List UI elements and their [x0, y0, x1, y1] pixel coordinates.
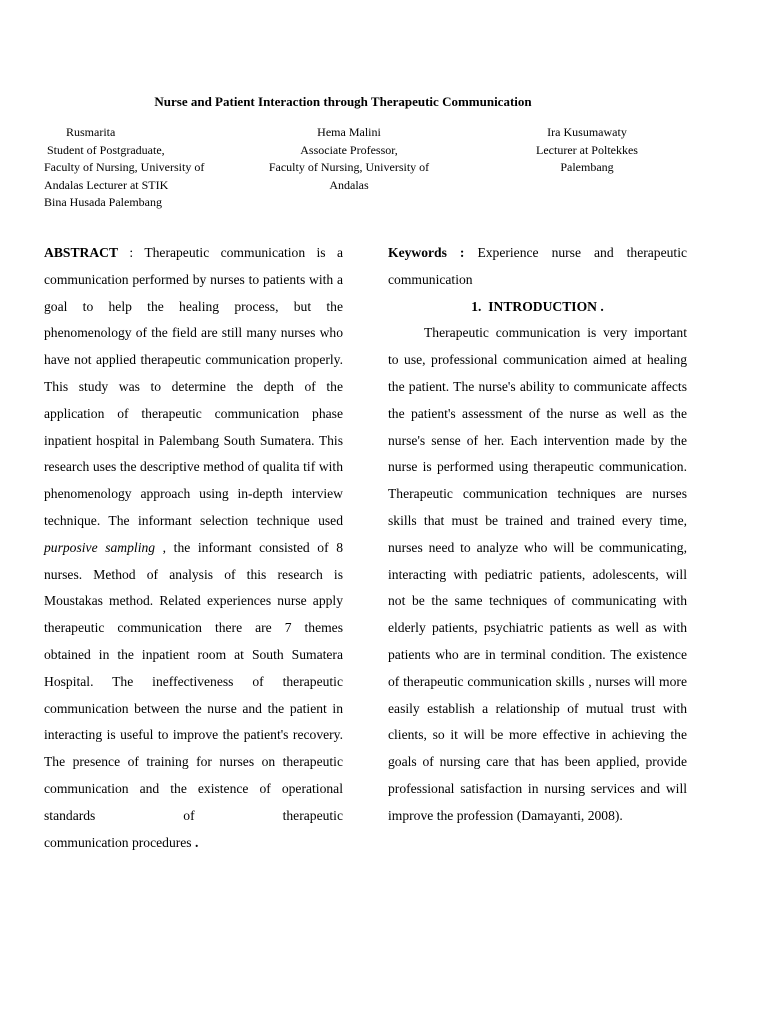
- author-affiliation-line: Student of Postgraduate,: [47, 142, 165, 157]
- author-affiliation-line: Bina Husada Palembang: [44, 195, 162, 209]
- abstract-text: communication procedures: [44, 834, 192, 850]
- abstract-body: ABSTRACT : Therapeutic communication is a communication performed by nurses to patients with a goal to help the healing process, but the phenomenology of the field are still many nurses who have not applied therapeutic communication properly. This study was to determine the depth of the application of therapeutic communication phase inpatient hospital in Palembang South Sumatera. This research uses the descriptive method of qualita tif with phenomenology approach using in-depth interview technique. The informant selection technique used purposive sampling , the informant consisted of 8 nurses. Method of analysis of this research is Moustakas method. Related experiences nurse apply therapeutic communication there are 7 themes obtained in the inpatient room at South Sumatera Hospital. The ineffectiveness of therapeutic communication between the nurse and the patient in interacting is useful to improve the patient's recovery. The presence of training for nurses on therapeutic communication and the existence of operational standards of therapeutic: [44, 245, 343, 823]
- abstract-label: ABSTRACT: [44, 245, 119, 260]
- author-affiliation-line: Associate Professor,: [300, 142, 398, 157]
- introduction-heading: 1. INTRODUCTION .: [471, 298, 604, 314]
- keywords-label: Keywords :: [388, 245, 465, 260]
- author-name: Ira Kusumawaty: [547, 125, 627, 139]
- abstract-last-line: [44, 830, 343, 857]
- keywords: [388, 240, 687, 294]
- author-affiliation-line: Andalas: [329, 177, 369, 192]
- author-affiliation-line: Lecturer at Poltekkes: [536, 142, 638, 157]
- author-name: Hema Malini: [317, 125, 381, 139]
- author-affiliation-line: Faculty of Nursing, University of: [44, 160, 205, 174]
- author-affiliation-line: Andalas Lecturer at STIK: [44, 177, 169, 192]
- introduction-body: Therapeutic communication is very important to use, professional communication aimed at healing the patient. The nurse's ability to communicate affects the patient's assessment of the nurse as well as the nurse's sense of her. Each intervention made by the nurse is performed using therapeutic communication. Therapeutic communication techniques are nurses skills that must be trained and trained every time, nurses need to analyze who will be communicating, interacting with pediatric patients, adolescents, will not be the same techniques of communicating with elderly patients, psychiatric patients as well as with patients who are in terminal condition. The existence of therapeutic communication skills , nurses will more easily establish a relationship of mutual trust with clients, so it will be more effective in achieving the goals of nursing care that has been applied, provide professional satisfaction in nursing services and will improve the profession (Damayanti, 2008).: [388, 325, 687, 823]
- author-2: [265, 124, 433, 194]
- author-1: [44, 124, 204, 212]
- abstract-end-mark: .: [195, 834, 199, 850]
- abstract-italic-term: purposive sampling: [44, 539, 156, 555]
- author-affiliation-line: Palembang: [560, 160, 614, 174]
- author-affiliation-line: Faculty of Nursing, University of: [268, 160, 430, 174]
- right-column: [388, 240, 687, 830]
- abstract-text: Therapeutic communication is a communication performed by nurses to patients with a goal to help the healing process, but the phenomenology of the field are still many nurses who have not applied therapeutic communication properly. This study was to determine the depth of the application of therapeutic communication phase inpatient hospital in Palembang South Sumatera. This research uses the descriptive method of qualita tif with phenomenology approach using in-depth interview technique. The informant selection technique used: [44, 245, 343, 528]
- abstract-column: [44, 240, 343, 856]
- author-3: [532, 124, 642, 177]
- author-name: Rusmarita: [66, 125, 116, 139]
- paper-title: Nurse and Patient Interaction through Therapeutic Communication: [154, 94, 532, 109]
- keywords-text: Experience nurse and therapeutic communication: [388, 245, 688, 287]
- abstract-text: , the informant consisted of 8 nurses. Method of analysis of this research is Moustakas method. Related experiences nurse apply therapeutic communication there are 7 themes obtained in the inpatient room at South Sumatera Hospital. The ineffectiveness of therapeutic communication between the nurse and the patient in interacting is useful to improve the patient's recovery. The presence of training for nurses on therapeutic communication and the existence of operational standards of therapeutic: [44, 539, 343, 823]
